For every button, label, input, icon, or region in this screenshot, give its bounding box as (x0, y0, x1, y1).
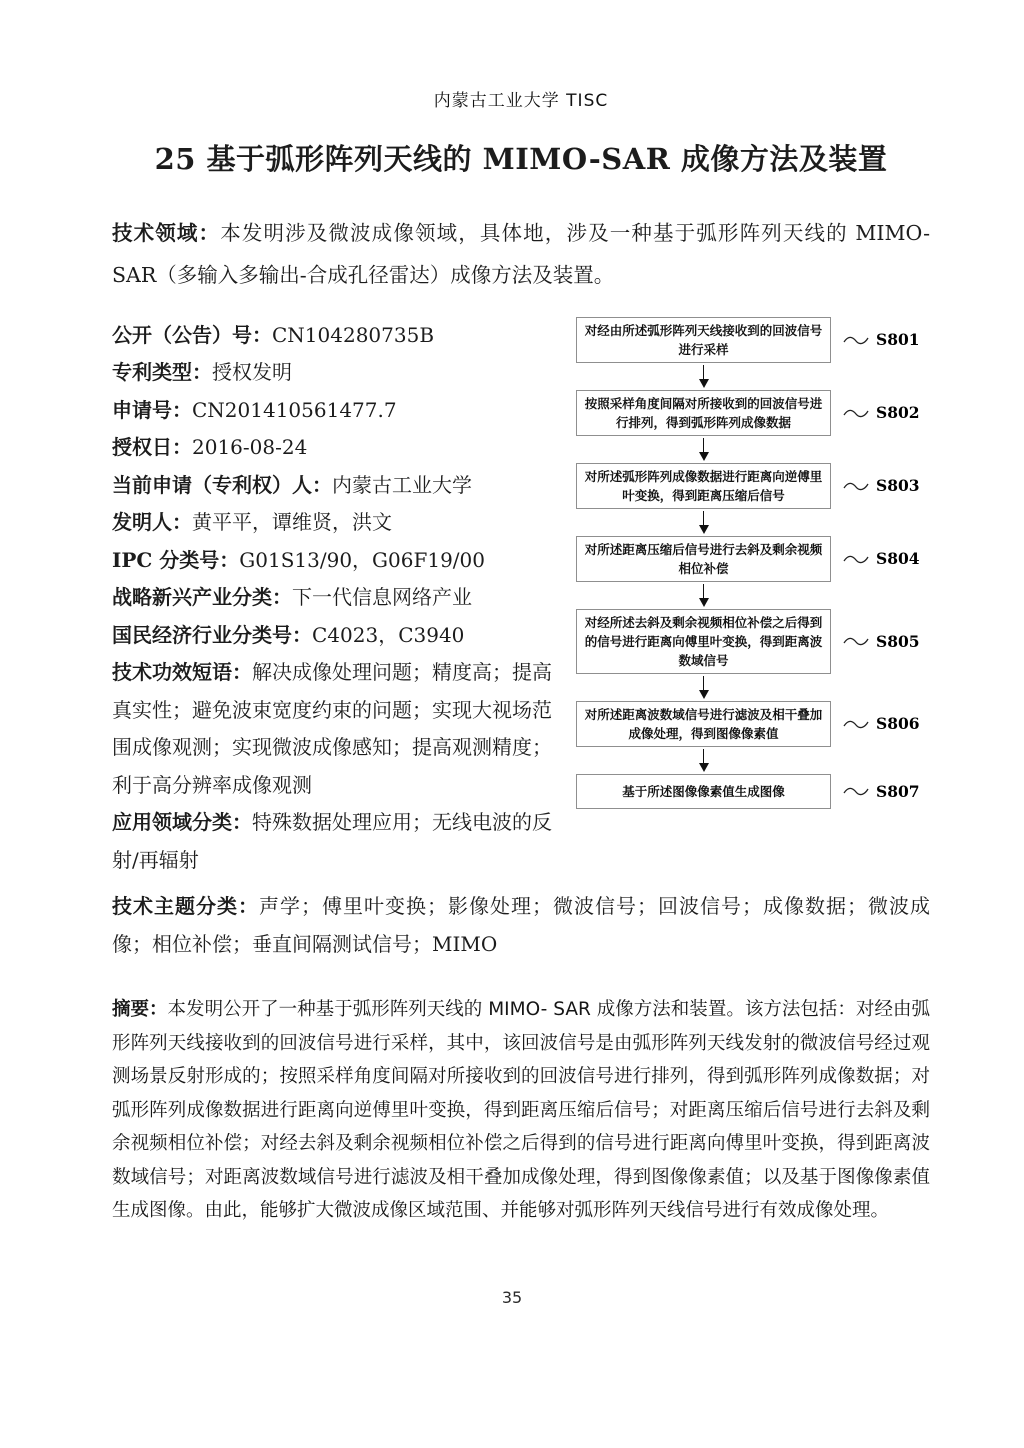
field-strategic-industry-class: 战略新兴产业分类：下一代信息网络产业 (112, 585, 472, 609)
abstract-label: 摘要： (112, 999, 168, 1020)
field-inventors: 发明人：黄平平，谭维贤，洪文 (112, 510, 392, 534)
method-flowchart (576, 317, 930, 809)
flowchart-box-s807: 基于所述图像像素值生成图像 (576, 774, 831, 809)
step-label: S804 (876, 549, 920, 568)
field-patent-type: 专利类型：授权发明 (112, 360, 292, 384)
patent-metadata-column (112, 317, 552, 880)
flowchart-step (576, 609, 930, 674)
technical-field-paragraph (112, 212, 930, 296)
flowchart-step (576, 317, 930, 363)
flowchart-step (576, 463, 930, 509)
flow-arrow-down (576, 436, 831, 463)
step-label: S803 (876, 476, 920, 495)
flow-arrow-down (576, 747, 831, 774)
flow-arrow-down (576, 509, 831, 536)
field-publication-number: 公开（公告）号：CN104280735B (112, 322, 435, 347)
flowchart-ref-s801 (843, 330, 920, 349)
document-header-affiliation: 内蒙古工业大学 TISC (433, 91, 609, 111)
flowchart-ref-s804 (843, 549, 920, 568)
flowchart-box-s804: 对所述距离压缩后信号进行去斜及剩余视频相位补偿 (576, 536, 831, 582)
field-grant-date: 授权日：2016-08-24 (112, 435, 308, 459)
step-label: S806 (876, 714, 920, 733)
leader-squiggle-icon (843, 785, 869, 797)
flowchart-ref-s806 (843, 714, 920, 733)
page-number: 35 (501, 1288, 523, 1307)
page-title: 25 基于弧形阵列天线的 MIMO-SAR 成像方法及装置 (154, 142, 888, 176)
leader-squiggle-icon (843, 553, 869, 565)
flowchart-ref-s802 (843, 403, 920, 422)
flowchart-step (576, 536, 930, 582)
technical-field-text: 本发明涉及微波成像领域，具体地，涉及一种基于弧形阵列天线的 MIMO-SAR（多输入多输出-合成孔径雷达）成像方法及装置。 (112, 221, 930, 287)
flow-arrow-down (576, 363, 831, 390)
abstract-text: 本发明公开了一种基于弧形阵列天线的 MIMO- SAR 成像方法和装置。该方法包括：对经由弧形阵列天线接收到的回波信号进行采样，其中，该回波信号是由弧形阵列天线发射的微波信号经过观测场景反射形成的；按照采样角度间隔对所接收到的回波信号进行排列，得到弧形阵列成像数据；对弧形阵列成像数据进行距离向逆傅里叶变换，得到距离压缩后信号；对距离压缩后信号进行去斜及剩余视频相位补偿；对经去斜及剩余视频相位补偿之后得到的信号进行距离向傅里叶变换，得到距离波数域信号；对距离波数域信号进行滤波及相干叠加成像处理，得到图像像素值；以及基于图像像素值生成图像。由此，能够扩大微波成像区域范围、并能够对弧形阵列天线信号进行有效成像处理。 (112, 999, 930, 1221)
flowchart-box-s806: 对所述距离波数域信号进行滤波及相干叠加成像处理，得到图像像素值 (576, 701, 831, 747)
field-application-number: 申请号：CN201410561477.7 (112, 397, 397, 422)
leader-squiggle-icon (843, 407, 869, 419)
flow-arrow-down (576, 582, 831, 609)
field-ipc-class: IPC 分类号：G01S13/90，G06F19/00 (112, 547, 485, 572)
flowchart-box-s802: 按照采样角度间隔对所接收到的回波信号进行排列，得到弧形阵列成像数据 (576, 390, 831, 436)
field-current-assignee: 当前申请（专利权）人：内蒙古工业大学 (112, 472, 472, 497)
abstract-paragraph (112, 993, 930, 1228)
step-label: S802 (876, 403, 920, 422)
leader-squiggle-icon (843, 635, 869, 647)
flow-arrow-down (576, 674, 831, 701)
step-label: S801 (876, 330, 920, 349)
field-application-domain-class: 应用领域分类：特殊数据处理应用；无线电波的反射/再辐射 (112, 810, 552, 872)
flowchart-ref-s805 (843, 632, 920, 651)
flowchart-box-s803: 对所述弧形阵列成像数据进行距离向逆傅里叶变换，得到距离压缩后信号 (576, 463, 831, 509)
flowchart-box-s801: 对经由所述弧形阵列天线接收到的回波信号进行采样 (576, 317, 831, 363)
flowchart-ref-s803 (843, 476, 920, 495)
field-technical-theme-class: 技术主题分类：声学；傅里叶变换；影像处理；微波信号；回波信号；成像数据；微波成像；相位补偿；垂直间隔测试信号；MIMO (112, 894, 930, 956)
field-national-economy-class: 国民经济行业分类号：C4023，C3940 (112, 622, 465, 647)
leader-squiggle-icon (843, 480, 869, 492)
flowchart-box-s805: 对经所述去斜及剩余视频相位补偿之后得到的信号进行距离向傅里叶变换，得到距离波数域信号 (576, 609, 831, 674)
technical-field-label: 技术领域： (112, 221, 221, 245)
flowchart-step (576, 774, 930, 809)
leader-squiggle-icon (843, 718, 869, 730)
flowchart-column (552, 317, 930, 809)
flowchart-step (576, 701, 930, 747)
field-technical-effect-phrases: 技术功效短语：解决成像处理问题；精度高；提高真实性；避免波束宽度约束的问题；实现大视场范围成像观测；实现微波成像感知；提高观测精度；利于高分辨率成像观测 (112, 660, 552, 797)
metadata-and-flowchart-section (112, 317, 930, 880)
leader-squiggle-icon (843, 334, 869, 346)
flowchart-step (576, 390, 930, 436)
step-label: S807 (876, 781, 920, 801)
step-label: S805 (876, 631, 920, 651)
flowchart-ref-s807 (843, 782, 920, 801)
